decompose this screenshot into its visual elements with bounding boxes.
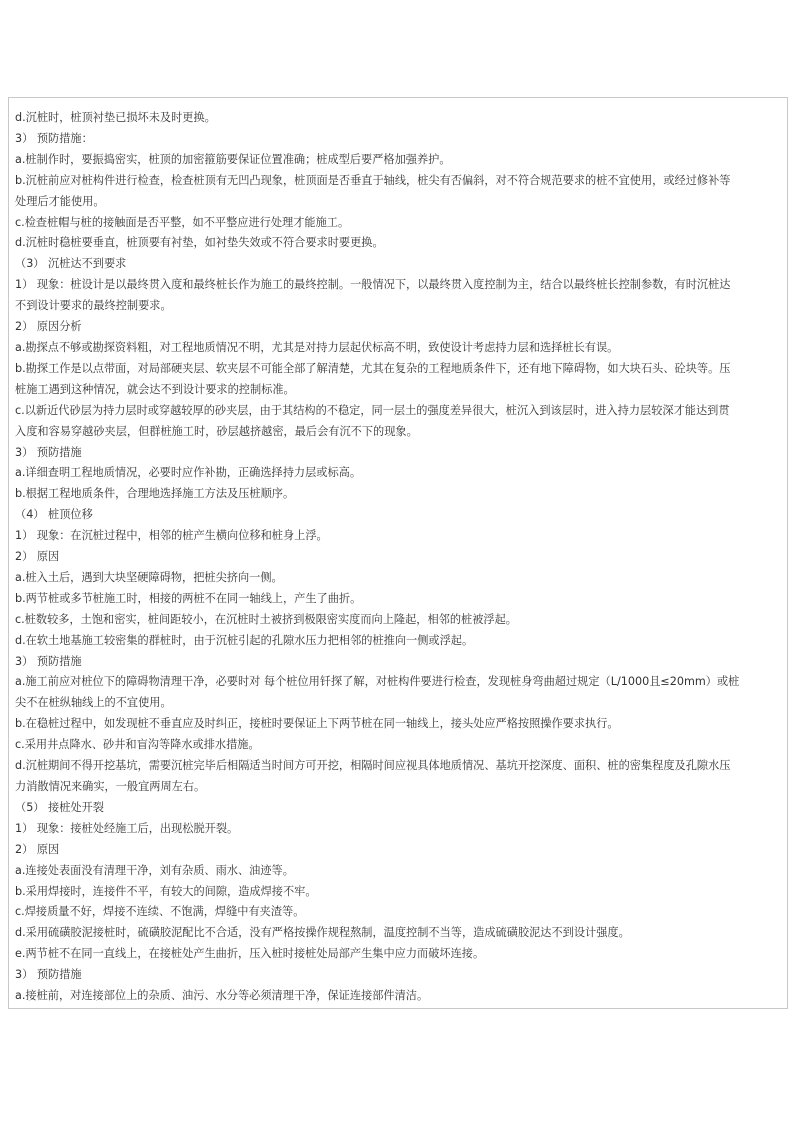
text-line: b.采用焊接时，连接件不平，有较大的间隙，造成焊接不牢。 [15, 884, 317, 898]
text-line: d.沉桩时，桩顶衬垫已损坏未及时更换。 [15, 111, 216, 124]
text-line: b.勘探工作是以点带面，对局部硬夹层、软夹层不可能全部了解清楚，尤其在复杂的工程地质条件下，还有地下障碍物，如大块石头、砼块等。压 [15, 361, 731, 375]
text-line: 1） 现象：在沉桩过程中，相邻的桩产生横向位移和桩身上浮。 [15, 529, 328, 543]
section-heading: 3） 预防措施 [15, 654, 82, 668]
text-line: 桩施工遇到这种情况，就会达不到设计要求的控制标准。 [15, 382, 295, 396]
text-line: 入度和容易穿越砂夹层，但群桩施工时，砂层越挤越密，最后会有沉不下的现象。 [15, 424, 418, 438]
text-line: a.详细查明工程地质情况，必要时应作补勘，正确选择持力层或标高。 [15, 466, 362, 480]
text-line: c.检查桩帽与桩的接触面是否平整，如不平整应进行处理才能施工。 [15, 215, 350, 229]
text-line: a.勘探点不够或勘探资料粗，对工程地质情况不明，尤其是对持力层起伏标高不明，致使设计考虑持力层和选择桩长有误。 [15, 340, 619, 354]
section-heading: （3） 沉桩达不到要求 [15, 257, 127, 271]
section-heading: （5） 接桩处开裂 [15, 800, 104, 814]
text-line: b.两节桩或多节桩施工时，相接的两桩不在同一轴线上，产生了曲折。 [15, 591, 362, 605]
text-line: a.接桩前，对连接部位上的杂质、油污、水分等必须清理干净，保证连接部件清洁。 [15, 989, 429, 1003]
section-heading: （4） 桩顶位移 [15, 508, 93, 522]
section-heading: 3） 预防措施 [15, 968, 82, 982]
section-heading: 2） 原因 [15, 842, 60, 856]
text-line: b.在稳桩过程中，如发现桩不垂直应及时纠正，接桩时要保证上下两节桩在同一轴线上，接头处应严格按照操作要求执行。 [15, 717, 619, 731]
content-frame [8, 97, 788, 1009]
text-line: b.根据工程地质条件，合理地选择施工方法及压桩顺序。 [15, 487, 295, 501]
text-line: 不到设计要求的最终控制要求。 [15, 299, 172, 313]
section-heading: 2） 原因 [15, 550, 60, 564]
text-line: d.采用硫磺胶泥接桩时，硫磺胶泥配比不合适，没有严格按操作规程熬制，温度控制不当等，造成硫磺胶泥达不到设计强度。 [15, 926, 630, 940]
text-line: d.在软土地基施工较密集的群桩时，由于沉桩引起的孔隙水压力把相邻的桩推向一侧或浮起。 [15, 633, 474, 647]
text-line: a.施工前应对桩位下的障碍物清理干净，必要时对 每个桩位用钎探了解，对桩构件要进行检查，发现桩身弯曲超过规定（L/1000且≤20mm）或桩 [15, 675, 740, 689]
text-line: 尖不在桩纵轴线上的不宜使用。 [15, 696, 172, 710]
text-line: 1） 现象：接桩处经施工后，出现松脱开裂。 [15, 821, 239, 835]
text-line: e.两节桩不在同一直线上，在接桩处产生曲折，压入桩时接桩处局部产生集中应力而破坏连接。 [15, 947, 485, 961]
section-heading: 3） 预防措施 [15, 445, 82, 459]
text-line: d.沉桩时稳桩要垂直，桩顶要有衬垫，如衬垫失效或不符合要求时要更换。 [15, 236, 384, 250]
text-line: c.焊接质量不好，焊接不连续、不饱满，焊缝中有夹渣等。 [15, 905, 305, 919]
text-line: b.沉桩前应对桩构件进行检查，检查桩顶有无凹凸现象，桩顶面是否垂直于轴线，桩尖有否偏斜，对不符合规范要求的桩不宜使用，或经过修补等 [15, 173, 731, 187]
text-line: a.桩制作时，要振捣密实，桩顶的加密箍筋要保证位置准确；桩成型后要严格加强养护。 [15, 152, 451, 166]
text-line: c.以新近代砂层为持力层时或穿越较厚的砂夹层，由于其结构的不稳定，同一层土的强度差异很大，桩沉入到该层时，进入持力层较深才能达到贯 [15, 403, 730, 417]
text-line: 1） 现象：桩设计是以最终贯入度和最终桩长作为施工的最终控制。一般情况下，以最终贯入度控制为主，结合以最终桩长控制参数，有时沉桩达 [15, 278, 731, 292]
section-heading: 3） 预防措施： [15, 131, 93, 145]
document-body [15, 108, 783, 1007]
text-line: d.沉桩期间不得开挖基坑，需要沉桩完毕后相隔适当时间方可开挖，相隔时间应视具体地质情况、基坑开挖深度、面积、桩的密集程度及孔隙水压 [15, 759, 731, 773]
section-heading: 2） 原因分析 [15, 320, 82, 334]
text-line: a.桩入土后，遇到大块坚硬障碍物，把桩尖挤向一侧。 [15, 570, 283, 584]
text-line: c.桩数较多，土饱和密实，桩间距较小，在沉桩时土被挤到极限密实度而向上隆起，相邻的桩被浮起。 [15, 612, 517, 626]
text-line: c.采用井点降水、砂井和盲沟等降水或排水措施。 [15, 738, 260, 752]
text-line: a.连接处表面没有清理干净，刘有杂质、雨水、油迹等。 [15, 863, 294, 877]
text-line: 处理后才能使用。 [15, 194, 105, 208]
text-line: 力消散情况来确实，一般宜两周左右。 [15, 780, 206, 793]
